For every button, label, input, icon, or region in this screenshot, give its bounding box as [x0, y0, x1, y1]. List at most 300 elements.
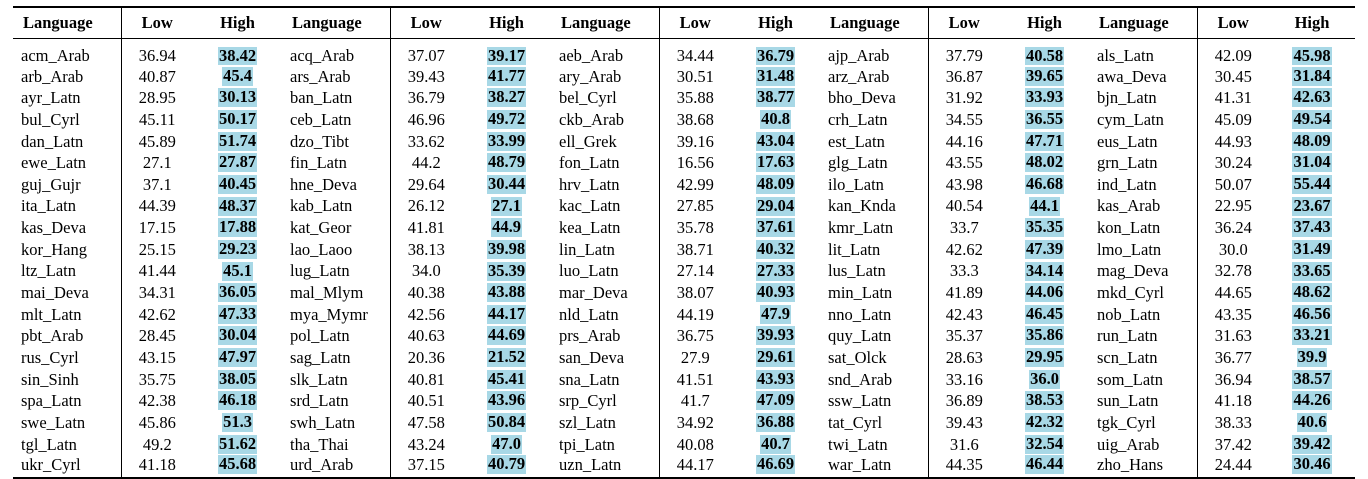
language-code-cell: bjn_Latn	[1089, 87, 1197, 109]
table-row	[13, 195, 1355, 217]
high-score-cell	[1000, 195, 1089, 217]
low-score-cell: 40.51	[407, 391, 445, 411]
language-code-cell: acm_Arab	[13, 38, 121, 65]
high-score-highlight: 31.49	[1293, 238, 1331, 258]
language-code-cell: lit_Latn	[820, 239, 928, 261]
language-code-cell: quy_Latn	[820, 325, 928, 347]
language-code-cell: bul_Cyrl	[13, 109, 121, 131]
high-score-highlight: 46.45	[1025, 303, 1064, 323]
language-code-cell: ell_Grek	[551, 130, 659, 152]
language-code-cell: tat_Cyrl	[820, 412, 928, 434]
high-score-cell	[1269, 130, 1355, 152]
high-score-highlight: 40.32	[756, 238, 795, 258]
low-score-cell: 26.12	[407, 196, 445, 216]
low-score-cell: 37.15	[390, 455, 462, 478]
high-score-highlight: 27.1	[492, 195, 521, 215]
low-score-cell: 43.98	[945, 174, 983, 194]
header-language: Language	[551, 7, 659, 38]
low-score-cell: 34.92	[676, 412, 714, 432]
high-score-cell	[462, 65, 551, 87]
high-score-cell	[1000, 433, 1089, 455]
high-score-highlight: 35.35	[1025, 217, 1064, 237]
low-score-cell: 43.24	[407, 434, 445, 454]
header-high: High	[731, 7, 820, 38]
language-code-cell: mlt_Latn	[13, 304, 121, 326]
high-score-highlight: 17.63	[756, 152, 795, 172]
language-code-cell: fon_Latn	[551, 152, 659, 174]
language-code-cell: lin_Latn	[551, 239, 659, 261]
high-score-highlight: 36.0	[1030, 368, 1059, 388]
low-score-cell: 35.75	[138, 369, 176, 389]
low-score-cell: 35.88	[676, 88, 714, 108]
language-code-cell: srp_Cyrl	[551, 390, 659, 412]
language-code-cell: nno_Latn	[820, 304, 928, 326]
high-score-cell	[1000, 130, 1089, 152]
high-score-highlight: 30.13	[218, 87, 257, 107]
header-low: Low	[390, 7, 462, 38]
low-score-cell: 37.42	[1214, 434, 1252, 454]
language-code-cell: kon_Latn	[1089, 217, 1197, 239]
low-score-cell: 41.18	[121, 455, 193, 478]
low-score-cell: 28.95	[138, 88, 176, 108]
high-score-cell	[462, 282, 551, 304]
low-score-cell: 37.79	[945, 46, 983, 66]
high-score-cell	[193, 412, 282, 434]
low-score-cell: 34.0	[411, 261, 441, 281]
language-code-cell: kmr_Latn	[820, 217, 928, 239]
language-code-cell: glg_Latn	[820, 152, 928, 174]
high-score-cell	[462, 87, 551, 109]
language-code-cell: swh_Latn	[282, 412, 390, 434]
high-score-cell	[1269, 152, 1355, 174]
language-code-cell: lug_Latn	[282, 260, 390, 282]
high-score-cell	[193, 347, 282, 369]
high-score-highlight: 39.98	[487, 238, 526, 258]
language-code-cell: min_Latn	[820, 282, 928, 304]
low-score-cell: 43.55	[945, 153, 983, 173]
language-code-cell: nld_Latn	[551, 304, 659, 326]
high-score-highlight: 48.79	[487, 152, 526, 172]
high-score-highlight: 49.54	[1293, 109, 1331, 129]
low-score-cell: 42.99	[676, 174, 714, 194]
language-code-cell: ayr_Latn	[13, 87, 121, 109]
language-code-cell: grn_Latn	[1089, 152, 1197, 174]
high-score-cell	[731, 304, 820, 326]
high-score-cell	[193, 65, 282, 87]
high-score-highlight: 39.93	[756, 325, 795, 345]
high-score-cell	[462, 152, 551, 174]
high-score-cell	[193, 130, 282, 152]
low-score-cell: 36.77	[1214, 347, 1252, 367]
high-score-highlight: 39.65	[1025, 65, 1064, 85]
low-score-cell: 44.35	[928, 455, 1000, 478]
high-score-cell	[731, 174, 820, 196]
high-score-highlight: 33.21	[1293, 325, 1331, 345]
high-score-cell	[1000, 412, 1089, 434]
high-score-highlight: 36.88	[756, 412, 795, 432]
language-code-cell: slk_Latn	[282, 368, 390, 390]
high-score-highlight: 43.88	[487, 282, 526, 302]
high-score-highlight: 40.7	[761, 433, 790, 453]
high-score-highlight: 31.48	[756, 65, 795, 85]
high-score-cell	[462, 109, 551, 131]
language-code-cell: ars_Arab	[282, 65, 390, 87]
high-score-highlight: 29.23	[218, 238, 257, 258]
low-score-cell: 45.86	[138, 412, 176, 432]
high-score-cell	[731, 87, 820, 109]
low-score-cell: 31.92	[945, 88, 983, 108]
low-score-cell: 44.65	[1214, 283, 1252, 303]
low-score-cell: 42.38	[138, 391, 176, 411]
high-score-cell	[1000, 152, 1089, 174]
high-score-cell	[1000, 239, 1089, 261]
language-code-cell: kat_Geor	[282, 217, 390, 239]
high-score-highlight: 21.52	[487, 347, 526, 367]
table-row	[13, 217, 1355, 239]
low-score-cell: 49.2	[142, 434, 172, 454]
language-code-cell: tpi_Latn	[551, 433, 659, 455]
high-score-highlight: 44.69	[487, 325, 526, 345]
language-code-cell: eus_Latn	[1089, 130, 1197, 152]
high-score-highlight: 48.62	[1293, 282, 1331, 302]
language-code-cell: guj_Gujr	[13, 174, 121, 196]
low-score-cell: 31.6	[949, 434, 979, 454]
table-row	[13, 239, 1355, 261]
low-score-cell: 42.56	[407, 304, 445, 324]
low-score-cell: 32.78	[1214, 261, 1252, 281]
high-score-highlight: 29.04	[756, 195, 795, 215]
high-score-highlight: 29.95	[1025, 347, 1064, 367]
high-score-cell	[1269, 87, 1355, 109]
language-code-cell: tgl_Latn	[13, 433, 121, 455]
low-score-cell: 38.71	[676, 239, 714, 259]
high-score-cell	[462, 195, 551, 217]
high-score-highlight: 46.18	[218, 390, 257, 410]
low-score-cell: 43.35	[1214, 304, 1252, 324]
high-score-highlight: 46.68	[1025, 174, 1064, 193]
header-high: High	[1269, 7, 1355, 38]
high-score-cell	[1269, 455, 1355, 478]
high-score-cell	[731, 347, 820, 369]
table-row	[13, 38, 1355, 65]
high-score-highlight: 42.63	[1293, 87, 1331, 107]
high-score-highlight: 47.33	[218, 303, 257, 323]
low-score-cell: 36.94	[138, 46, 176, 66]
language-code-cell: run_Latn	[1089, 325, 1197, 347]
low-score-cell: 30.45	[1214, 66, 1252, 86]
high-score-highlight: 42.32	[1025, 412, 1064, 432]
high-score-highlight: 43.04	[756, 130, 795, 150]
language-code-cell: war_Latn	[820, 455, 928, 478]
high-score-cell	[193, 217, 282, 239]
high-score-cell	[1269, 109, 1355, 131]
high-score-cell	[1000, 455, 1089, 478]
high-score-highlight: 36.79	[756, 45, 795, 65]
language-code-cell: twi_Latn	[820, 433, 928, 455]
language-code-cell: tha_Thai	[282, 433, 390, 455]
high-score-highlight: 44.26	[1293, 390, 1331, 410]
high-score-highlight: 33.99	[487, 130, 526, 150]
low-score-cell: 45.89	[138, 131, 176, 151]
high-score-cell	[1000, 347, 1089, 369]
language-code-cell: pbt_Arab	[13, 325, 121, 347]
language-code-cell: est_Latn	[820, 130, 928, 152]
header-language: Language	[13, 7, 121, 38]
high-score-highlight: 48.37	[218, 195, 257, 215]
high-score-cell	[462, 174, 551, 196]
high-score-highlight: 50.17	[218, 109, 257, 129]
language-code-cell: kea_Latn	[551, 217, 659, 239]
high-score-highlight: 51.62	[218, 433, 257, 453]
high-score-highlight: 47.39	[1025, 238, 1064, 258]
high-score-cell	[1000, 87, 1089, 109]
language-code-cell: kas_Arab	[1089, 195, 1197, 217]
language-code-cell: spa_Latn	[13, 390, 121, 412]
high-score-cell	[731, 195, 820, 217]
language-code-cell: arz_Arab	[820, 65, 928, 87]
high-score-cell	[462, 130, 551, 152]
high-score-cell	[193, 282, 282, 304]
high-score-cell	[193, 87, 282, 109]
low-score-cell: 40.54	[945, 196, 983, 216]
high-score-cell	[462, 390, 551, 412]
language-code-cell: mya_Mymr	[282, 304, 390, 326]
high-score-highlight: 40.58	[1025, 45, 1064, 65]
low-score-cell: 36.79	[407, 88, 445, 108]
high-score-cell	[731, 109, 820, 131]
high-score-highlight: 31.84	[1293, 65, 1331, 85]
high-score-cell	[1269, 38, 1355, 65]
high-score-cell	[462, 412, 551, 434]
high-score-highlight: 41.77	[487, 65, 526, 85]
low-score-cell: 38.33	[1214, 412, 1252, 432]
low-score-cell: 28.63	[945, 347, 983, 367]
high-score-highlight: 49.72	[487, 109, 526, 129]
high-score-cell	[193, 455, 282, 478]
low-score-cell: 33.7	[949, 218, 979, 238]
high-score-highlight: 45.98	[1293, 45, 1331, 65]
header-low: Low	[659, 7, 731, 38]
header-language: Language	[282, 7, 390, 38]
high-score-highlight: 43.96	[487, 390, 526, 410]
high-score-cell	[1000, 368, 1089, 390]
table-row	[13, 282, 1355, 304]
high-score-highlight: 33.65	[1293, 260, 1331, 280]
language-code-cell: szl_Latn	[551, 412, 659, 434]
high-score-highlight: 29.61	[756, 347, 795, 367]
low-score-cell: 30.0	[1218, 239, 1248, 259]
low-score-cell: 25.15	[138, 239, 176, 259]
low-score-cell: 41.89	[945, 283, 983, 303]
table-row	[13, 412, 1355, 434]
low-score-cell: 42.62	[138, 304, 176, 324]
high-score-highlight: 45.1	[223, 260, 252, 280]
low-score-cell: 40.38	[407, 283, 445, 303]
high-score-highlight: 51.74	[218, 130, 257, 150]
low-score-cell: 42.43	[945, 304, 983, 324]
high-score-highlight: 30.44	[487, 174, 526, 193]
table-row	[13, 304, 1355, 326]
high-score-cell	[1000, 390, 1089, 412]
language-code-cell: prs_Arab	[551, 325, 659, 347]
low-score-cell: 46.96	[407, 109, 445, 129]
high-score-highlight: 40.6	[1297, 412, 1327, 432]
low-score-cell: 24.44	[1197, 455, 1269, 478]
high-score-highlight: 55.44	[1293, 174, 1331, 193]
language-code-cell: srd_Latn	[282, 390, 390, 412]
high-score-highlight: 40.8	[761, 109, 790, 129]
table-row	[13, 260, 1355, 282]
low-score-cell: 22.95	[1214, 196, 1252, 216]
table-row	[13, 325, 1355, 347]
low-score-cell: 41.18	[1214, 391, 1252, 411]
language-code-cell: acq_Arab	[282, 38, 390, 65]
language-code-cell: nob_Latn	[1089, 304, 1197, 326]
high-score-highlight: 44.06	[1025, 282, 1064, 302]
low-score-cell: 35.78	[676, 218, 714, 238]
high-score-cell	[193, 239, 282, 261]
language-code-cell: luo_Latn	[551, 260, 659, 282]
low-score-cell: 27.1	[142, 153, 172, 173]
high-score-highlight: 36.05	[218, 282, 257, 302]
low-score-cell: 37.07	[407, 46, 445, 66]
high-score-highlight: 45.4	[223, 65, 252, 85]
high-score-cell	[193, 368, 282, 390]
high-score-highlight: 39.42	[1293, 433, 1331, 453]
low-score-cell: 33.16	[945, 369, 983, 389]
high-score-highlight: 35.39	[487, 260, 526, 280]
high-score-cell	[1269, 195, 1355, 217]
high-score-cell	[1000, 109, 1089, 131]
language-code-cell: fin_Latn	[282, 152, 390, 174]
high-score-highlight: 37.61	[756, 217, 795, 237]
language-code-cell: ssw_Latn	[820, 390, 928, 412]
table-header-row	[13, 7, 1355, 38]
language-code-cell: ckb_Arab	[551, 109, 659, 131]
high-score-highlight: 39.17	[487, 45, 526, 65]
language-code-cell: kas_Deva	[13, 217, 121, 239]
low-score-cell: 33.62	[407, 131, 445, 151]
high-score-cell	[1000, 260, 1089, 282]
low-score-cell: 44.93	[1214, 131, 1252, 151]
low-score-cell: 38.13	[407, 239, 445, 259]
low-score-cell: 36.87	[945, 66, 983, 86]
high-score-highlight: 17.88	[218, 217, 257, 237]
high-score-highlight: 48.09	[756, 174, 795, 193]
low-score-cell: 39.43	[945, 412, 983, 432]
low-score-cell: 44.19	[676, 304, 714, 324]
table-body	[13, 38, 1355, 478]
low-score-cell: 27.85	[676, 196, 714, 216]
language-code-cell: urd_Arab	[282, 455, 390, 478]
language-code-cell: ary_Arab	[551, 65, 659, 87]
language-code-cell: uig_Arab	[1089, 433, 1197, 455]
language-code-cell: rus_Cyrl	[13, 347, 121, 369]
language-code-cell: lao_Laoo	[282, 239, 390, 261]
language-code-cell: san_Deva	[551, 347, 659, 369]
high-score-cell	[731, 217, 820, 239]
low-score-cell: 20.36	[407, 347, 445, 367]
high-score-highlight: 36.55	[1025, 109, 1064, 129]
high-score-highlight: 47.0	[492, 433, 521, 453]
language-code-cell: hrv_Latn	[551, 174, 659, 196]
high-score-cell	[462, 217, 551, 239]
low-score-cell: 42.09	[1214, 46, 1252, 66]
language-code-cell: cym_Latn	[1089, 109, 1197, 131]
high-score-highlight: 45.41	[487, 368, 526, 388]
high-score-highlight: 47.09	[756, 390, 795, 410]
high-score-cell	[731, 412, 820, 434]
table-row	[13, 174, 1355, 196]
high-score-highlight: 44.9	[492, 217, 521, 237]
high-score-cell	[193, 325, 282, 347]
header-low: Low	[928, 7, 1000, 38]
high-score-highlight: 31.04	[1293, 152, 1331, 172]
language-code-cell: ilo_Latn	[820, 174, 928, 196]
table-row	[13, 109, 1355, 131]
high-score-highlight: 33.93	[1025, 87, 1064, 107]
high-score-cell	[731, 433, 820, 455]
high-score-highlight: 30.46	[1293, 454, 1331, 473]
language-code-cell: arb_Arab	[13, 65, 121, 87]
low-score-cell: 39.43	[407, 66, 445, 86]
low-score-cell: 16.56	[676, 153, 714, 173]
high-score-cell	[462, 433, 551, 455]
high-score-highlight: 45.68	[218, 454, 257, 473]
low-score-cell: 35.37	[945, 326, 983, 346]
language-code-cell: ltz_Latn	[13, 260, 121, 282]
language-code-cell: sin_Sinh	[13, 368, 121, 390]
language-code-cell: lmo_Latn	[1089, 239, 1197, 261]
high-score-cell	[731, 455, 820, 478]
table-row	[13, 130, 1355, 152]
table-row	[13, 347, 1355, 369]
low-score-cell: 41.51	[676, 369, 714, 389]
high-score-cell	[462, 455, 551, 478]
language-code-cell: sat_Olck	[820, 347, 928, 369]
low-score-cell: 36.89	[945, 391, 983, 411]
high-score-highlight: 46.56	[1293, 303, 1331, 323]
low-score-cell: 50.07	[1214, 174, 1252, 194]
low-score-cell: 44.2	[411, 153, 441, 173]
language-code-cell: pol_Latn	[282, 325, 390, 347]
low-score-cell: 29.64	[407, 174, 445, 194]
low-score-cell: 41.31	[1214, 88, 1252, 108]
low-score-cell: 44.39	[138, 196, 176, 216]
language-code-cell: sun_Latn	[1089, 390, 1197, 412]
high-score-highlight: 34.14	[1025, 260, 1064, 280]
low-score-cell: 37.1	[142, 174, 172, 194]
high-score-cell	[731, 152, 820, 174]
high-score-cell	[462, 368, 551, 390]
low-score-cell: 36.94	[1214, 369, 1252, 389]
high-score-cell	[462, 239, 551, 261]
high-score-highlight: 47.71	[1025, 130, 1064, 150]
high-score-highlight: 48.02	[1025, 152, 1064, 172]
high-score-cell	[1269, 412, 1355, 434]
high-score-cell	[1000, 65, 1089, 87]
low-score-cell: 45.11	[138, 109, 176, 129]
low-score-cell: 47.58	[407, 412, 445, 432]
high-score-highlight: 46.69	[756, 454, 795, 473]
high-score-cell	[462, 38, 551, 65]
language-code-cell: scn_Latn	[1089, 347, 1197, 369]
language-code-cell: kac_Latn	[551, 195, 659, 217]
high-score-cell	[1000, 282, 1089, 304]
high-score-cell	[1000, 304, 1089, 326]
header-high: High	[1000, 7, 1089, 38]
table-row	[13, 152, 1355, 174]
